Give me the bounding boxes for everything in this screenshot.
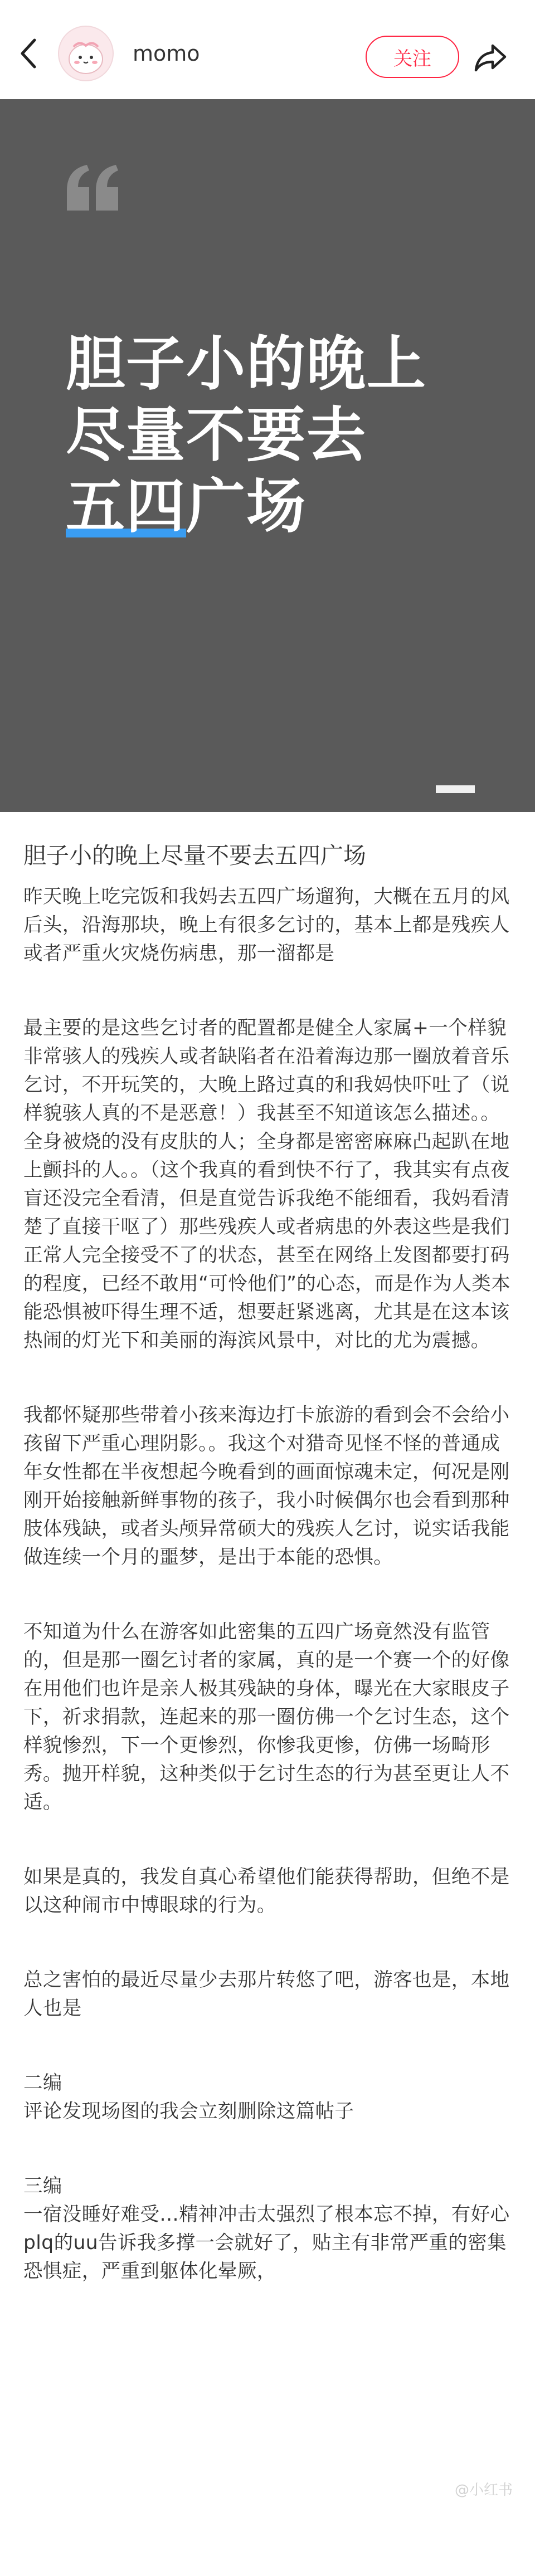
post-paragraph: 不知道为什么在游客如此密集的五四广场竟然没有监管的，但是那一圈乞讨者的家属，真的是一个赛一个的好像在用他们也许是亲人极其残缺的身体，曝光在大家眼皮子下，祈求捐款，连起来的那一圈仿佛一个乞讨生态，这个样貌惨烈，下一个更惨烈，你惨我更惨，仿佛一场畸形秀。抛开样貌，这种类似于乞讨生态的行为甚至更让人不适。 (23, 1621, 510, 1814)
cover-decoration-bar (436, 785, 475, 793)
paragraph-spacer (23, 1929, 514, 1957)
post-paragraph: 最主要的是这些乞讨者的配置都是健全人家属+一个样貌非常骇人的残疾人或者缺陷者在沿着海边那一圈放着音乐乞讨，不开玩笑的，大晚上路过真的和我妈快吓吐了（说样貌骇人真的不是恶意！）我甚至不知道该怎么描述。。全身被烧的没有皮肤的人；全身都是密密麻麻凸起趴在地上颤抖的人。。（这个我真的看到快不行了，我其实有点夜盲还没完全看清，但是直觉告诉我绝不能细看，我妈看清楚了直接干呕了）那些残疾人或者病患的外表这些是我们正常人完全接受不了的状态，甚至在网络上发图都要打码的程度，已经不敢用“可怜他们”的心态，而是作为人类本能恐惧被吓得生理不适，想要赶紧逃离，尤其是在这本该热闹的灯光下和美丽的海滨风景中，对比的尤为震撼。 (23, 1017, 511, 1352)
cover-title-tail: 广场 (186, 472, 307, 541)
post-paragraph: 二编 (23, 2072, 62, 2094)
username[interactable]: momo (133, 41, 200, 66)
top-bar (0, 0, 535, 99)
avatar-cartoon-icon (59, 27, 113, 80)
paragraph-spacer (23, 977, 514, 1005)
follow-button[interactable]: 关注 (366, 36, 459, 78)
avatar[interactable] (58, 26, 114, 81)
paragraph-spacer (23, 2135, 514, 2163)
post-paragraph: 评论发现场图的我会立刻删除这篇帖子 (23, 2100, 354, 2123)
paragraph-spacer (23, 2032, 514, 2060)
quote-mark-icon (62, 163, 124, 213)
post-paragraph: 如果是真的，我发自真心希望他们能获得帮助，但绝不是以这种闹市中博眼球的行为。 (23, 1866, 510, 1917)
post-paragraph: 一宿没睡好难受…精神冲击太强烈了根本忘不掉，有好心plq的uu告诉我多撑一会就好了，贴主有非常严重的密集恐惧症，严重到躯体化晕厥， (23, 2203, 510, 2282)
post-content (23, 838, 514, 2286)
cover-title-line-1: 胆子小的晚上 (66, 330, 427, 398)
post-paragraph: 总之害怕的最近尽量少去那片转悠了吧，游客也是，本地人也是 (23, 1969, 510, 2020)
post-body (23, 883, 514, 2286)
back-arrow-icon[interactable] (17, 36, 41, 71)
post-paragraph: 昨天晚上吃完饭和我妈去五四广场遛狗，大概在五月的风后头，沿海那块，晚上有很多乞讨的，基本上都是残疾人或者严重火灾烧伤病患，那一溜都是 (23, 886, 510, 965)
watermark: @小红书 (454, 2482, 513, 2499)
cover-title (66, 329, 427, 542)
post-title: 胆子小的晚上尽量不要去五四广场 (23, 842, 366, 869)
paragraph-spacer (23, 1826, 514, 1854)
cover-title-line-2: 尽量不要去 (66, 401, 367, 470)
post-paragraph: 我都怀疑那些带着小孩来海边打卡旅游的看到会不会给小孩留下严重心理阴影。。我这个对猎奇见怪不怪的普通成年女性都在半夜想起今晚看到的画面惊魂未定，何况是刚刚开始接触新鲜事物的孩子，我小时候偶尔也会看到那种肢体残缺，或者头颅异常硕大的残疾人乞讨，说实话我能做连续一个月的噩梦，是出于本能的恐惧。 (23, 1404, 510, 1568)
paragraph-spacer (23, 1364, 514, 1392)
cover-title-highlight: 五四 (66, 472, 186, 541)
share-icon[interactable] (473, 39, 508, 75)
cover-title-line-3 (66, 471, 427, 542)
post-paragraph: 三编 (23, 2175, 62, 2197)
paragraph-spacer (23, 1581, 514, 1609)
